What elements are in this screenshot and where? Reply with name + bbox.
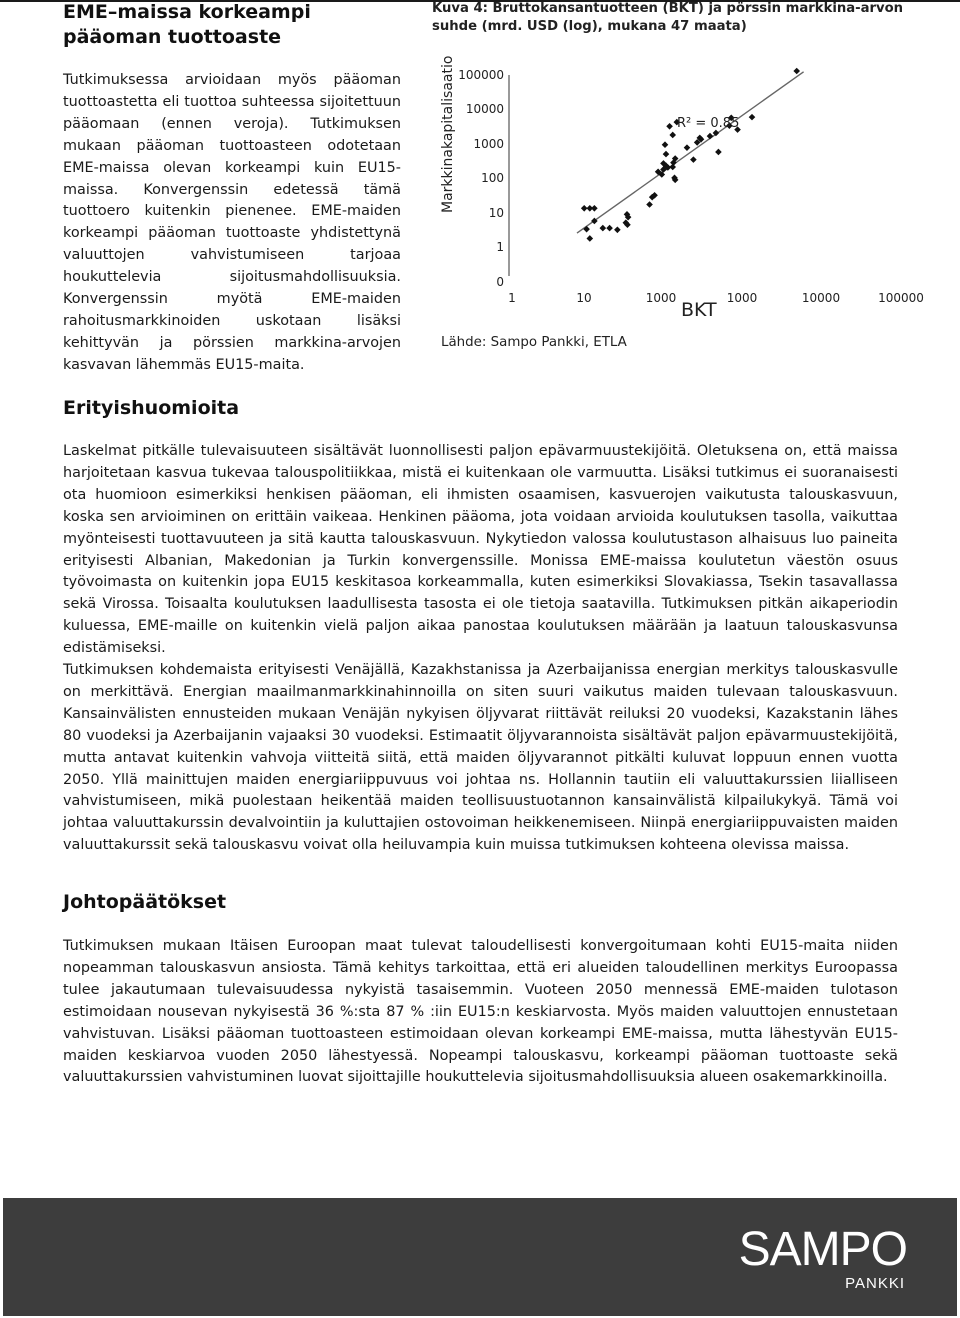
chart-title: Kuva 4: Bruttokansantuotteen (BKT) ja pörssin markkina-arvon suhde (mrd. USD (log), mukana 47 maata) [432, 1, 904, 34]
y-tick-label: 100 [481, 171, 504, 185]
data-point [684, 144, 691, 151]
intro-title: EME–maissa korkeampi pääoman tuottoaste [63, 1, 311, 48]
data-point [793, 68, 800, 75]
data-point [606, 225, 613, 232]
data-point [646, 201, 653, 208]
data-point [715, 149, 722, 156]
data-point [600, 225, 607, 232]
data-point [666, 123, 673, 130]
x-tick-label: 1 [508, 291, 516, 305]
data-point [669, 132, 676, 139]
data-point [707, 133, 714, 140]
data-point [591, 205, 598, 212]
conclusions-title: Johtopäätökset [63, 891, 227, 913]
notes-paragraph-2: Tutkimuksen kohdemaista erityisesti Venäjällä, Kazakhstanissa ja Azerbaijanissa energian merkitys talouskasvulle on merkittävä. Energian maailmanmarkkinahinnoilla on siten suuri vaikutus maiden tulevaan talouskasvuun. Kansainvälisten ennusteiden mukaan Venäjän nykyisen öljyvarat riittävät reiluksi 20 vuodeksi, Kazakstanin lähes 80 vuodeksi ja Azerbaijanin vajaaksi 30 vuodeksi. Estimaatit öljyvarannoista sisältävät paljon epävarmuustekijöitä, mutta antavat kuitenkin vahvoja viitteitä siitä, että maiden öljyvarannot pitkälti kuluvat loppuun ennen vuotta 2050. Yllä mainittujen maiden energiariippuvuus voi johtaa ns. Hollannin tautiin eli valuuttakurssien liialliseen vahvistumiseen, mikä puolestaan heikentää maiden teollisuustuotannon kansainvälistä kilpailukykyä. Tämä voi johtaa valuuttakurssin devalvointiin ja kuluttajien ostovoiman heikkenemiseen. Niinpä energiariippuvaisten maiden valuuttakurssit sekä talouskasvu voivat olla heiluvampia kuin muissa tutkimuksen kohteena olevissa maissa. [63, 662, 898, 854]
r-squared-label: R² = 0.85 [677, 116, 740, 131]
chart-source: Lähde: Sampo Pankki, ETLA [441, 335, 627, 350]
y-tick-label: 1 [496, 240, 504, 254]
data-point [662, 141, 669, 148]
x-tick-label: 100000 [878, 291, 924, 305]
data-point [749, 114, 756, 121]
data-point [587, 235, 594, 242]
data-point [583, 226, 590, 233]
notes-paragraph-1: Laskelmat pitkälle tulevaisuuteen sisältävät luonnollisesti paljon epävarmuustekijöitä. Oletuksena on, että maissa harjoitetaan kasvua tukevaa talouspolitiikkaa, mistä ei kuitenkaan ole varmuutta. Lisäksi tutkimus ei suoranaisesti ota huomioon esimerkiksi henkisen pääoman, eli ihmisten osaamisen, kasvuerojen vaikutusta talouskasvuun, koska sen arvioiminen on erittäin vaikeaa. Henkinen pääoma, jota voidaan arvioida koulutuksen tasolla, vaikuttaa myönteisesti tuottavuuteen ja sitä kautta talouskasvuun. Nykytiedon valossa koulutustason alhaisuus luo paineita erityisesti Albanian, Makedonian ja Turkin konvergenssille. Monissa EME-maissa koulutetun väestön osuus työvoimasta on kuitenkin jopa EU15 keskitasoa korkeammalla, kuten esimerkiksi Slovakiassa, Tsekin tasavallassa sekä Virossa. Toisaalta koulutuksen laadullisesta tasosta ei ole tietoja saatavilla. Tutkimuksen pitkän aikaperiodin kuluessa, EME-maille on kuitenkin vielä paljon aikaa panostaa koulutuksen määrään ja laatuun talouskasvunsa edistämiseksi. [63, 443, 898, 657]
y-tick-label: 10 [488, 206, 504, 220]
x-tick-label: 10 [576, 291, 592, 305]
trendline [577, 72, 804, 233]
y-tick-label: 100000 [458, 68, 504, 82]
data-point [690, 156, 697, 163]
data-points [581, 68, 800, 242]
y-axis-title: Markkinakapitalisaatio [440, 55, 456, 213]
y-axis-ticks [458, 68, 504, 289]
data-point [663, 151, 670, 158]
pankki-logo-text: PANKKI [845, 1275, 905, 1292]
x-tick-label: 10000 [801, 291, 841, 305]
notes-title: Erityishuomioita [63, 397, 240, 419]
y-tick-label: 10000 [465, 102, 504, 116]
y-tick-label: 0 [496, 275, 504, 289]
x-tick-label: 1000 [726, 291, 758, 305]
footer-bar [3, 1198, 957, 1316]
x-axis-title: BKT [681, 299, 717, 321]
x-tick-label: 1000 [645, 291, 677, 305]
intro-paragraph: Tutkimuksessa arvioidaan myös pääoman tuottoastetta eli tuottoa suhteessa sijoitettuun pääomaan (ennen veroja). Tutkimuksen mukaan pääoman tuottoasteen odotetaan EME-maissa olevan korkeampi kuin EU15-maissa. Konvergenssin edetessä tämä tuottoero kuitenkin pienenee. EME-maiden korkeampi pääoman tuottoaste yhdistettynä valuuttojen vahvistumiseen tarjoaa houkuttelevia sijoitusmahdollisuuksia. Konvergenssin myötä EME-maiden rahoitusmarkkinoiden uskotaan lisäksi kehittyvän ja pörssien markkina-arvojen kasvavan lähemmäs EU15-maita. [63, 72, 401, 373]
data-point [614, 226, 621, 233]
conclusions-paragraph: Tutkimuksen mukaan Itäisen Euroopan maat tulevat taloudellisesti konvergoitumaan kohti EU15-maita niiden nopeamman talouskasvun ansiosta. Tämä kehitys tarkoittaa, että eri alueiden taloudellinen merkitys Euroopassa tulee jakautumaan tulevaisuudessa nykyistä tasaisemmin. Vuoteen 2050 mennessä EME-maiden tulotason estimoidaan nousevan nykyisestä 36 %:sta 87 % :iin EU15:n keskiarvosta. Myös maiden valuuttojen ennustetaan vahvistuvan. Lisäksi pääoman tuottoasteen estimoidaan olevan korkeampi EME-maissa, mutta lähestyvän EU15-maiden keskiarvoa vuoden 2050 lähestyessä. Nopeampi talouskasvu, korkeampi pääoman tuottoaste sekä valuuttakurssien vahvistuminen luovat sijoittajille houkuttelevia sijoitusmahdollisuuksia alueen osakemarkkinoilla. [63, 938, 898, 1086]
sampo-logo: SAMPO [738, 1223, 907, 1276]
y-tick-label: 1000 [473, 137, 504, 151]
scatter-chart [432, 56, 938, 328]
